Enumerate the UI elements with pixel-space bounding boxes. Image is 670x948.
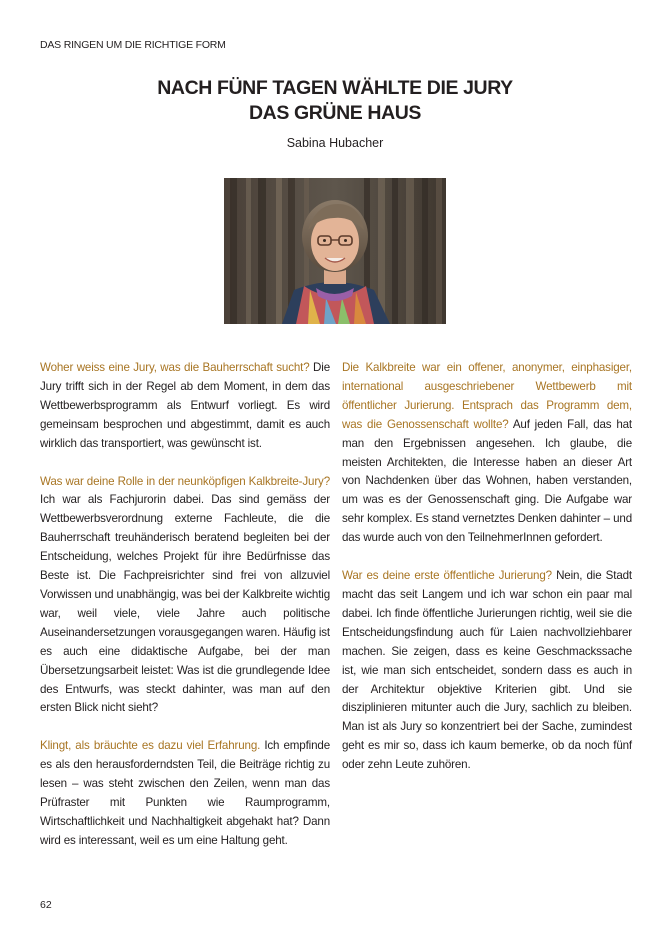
answer-text: Nein, die Stadt macht das seit Langem und ich war schon ein paar mal dabei. Ich finde öffentliche Jurierungen richtig, weil sie die Entscheidungsfindung auch für Laien nachvollziehbarer machen. Sie zeigen, dass es keine Geschmackssache ist, wie man sich entscheidet, sondern dass es auch in der Architektur objektive Kriterien gibt. Und sie disziplinieren mitunter auch die Jury, sachlich zu bleiben. Man ist als Jury so konzentriert bei der Sache, zumindest geht es mir so, dass ich kaum bemerke, ob da noch fünf oder zehn Leute zuhören. (342, 569, 632, 772)
qa-block (40, 359, 330, 454)
author-name: Sabina Hubacher (286, 136, 384, 150)
text-column-right (342, 359, 632, 794)
running-head: DAS RINGEN UM DIE RICHTIGE FORM (40, 39, 226, 51)
article-title (0, 76, 670, 126)
title-line-1: NACH FÜNF TAGEN WÄHLTE DIE JURY (157, 77, 513, 99)
answer-text: Die Jury trifft sich in der Regel ab dem Moment, in dem das Wettbewerbsprogramm als Entwurf vorliegt. Es wird gemeinsam besprochen und abgestimmt, damit es auch wirklich das transportiert, was gewünscht ist. (40, 361, 330, 450)
question-text: Was war deine Rolle in der neunköpfigen Kalkbreite-Jury? (40, 474, 330, 488)
qa-block (40, 737, 330, 850)
text-column-left (40, 359, 330, 870)
qa-block (342, 567, 632, 775)
question-text: Klingt, als bräuchte es dazu viel Erfahrung. (40, 739, 261, 753)
qa-block (342, 359, 632, 548)
answer-text: Ich empfinde es als den herausforderndsten Teil, die Beiträge richtig zu lesen – was steht zwischen den Zeilen, wenn man das Prüfraster mit Punkten wie Raumprogramm, Wirtschaftlichkeit und Nachhaltigkeit abgehakt hat? Dann wird es interessant, weil es um eine Haltung geht. (40, 739, 330, 847)
qa-block (40, 473, 330, 719)
page-number: 62 (40, 899, 52, 911)
title-line-2: DAS GRÜNE HAUS (248, 102, 422, 124)
question-text: Woher weiss eine Jury, was die Bauherrschaft sucht? (40, 361, 310, 374)
portrait-photo-icon (224, 178, 446, 324)
question-text: War es deine erste öffentliche Jurierung? (342, 569, 552, 583)
answer-text: Ich war als Fachjurorin dabei. Das sind gemäss der Wettbewerbsverordnung externe Fachleute, die die Bauherrschaft treuhänderisch beratend begleiten bei der Entscheidung, welches Projekt für ihre Bedürfnisse das Beste ist. Die Fachpreisrichter sind frei von allzuviel Vorwissen und unabhängig, was bei der Kalkbreite wichtig war, weil viele, viele Jahre auch politische Auseinandersetzungen vorausgegangen waren. Häufig ist es auch eine didaktische Aufgabe, bei der man Übersetzungsarbeit leistet: Was ist die grundlegende Idee des Entwurfs, was steckt dahinter, was man auf den ersten Blick nicht sieht? (40, 493, 330, 715)
question-text: Die Kalkbreite war ein offener, anonymer, einphasiger, international ausgeschriebener Wettbewerb mit öffentlicher Jurierung. Entsprach das Programm dem, was die Genossenschaft wollte? (342, 361, 632, 431)
answer-text: Auf jeden Fall, das hat man den Ergebnissen angesehen. Ich glaube, die meisten Architekten, die Interesse haben an dieser Art von Nachdenken über das Wohnen, haben verstanden, um was es der Genossenschaft ging. Die Aufgabe war sehr komplex. Es stand vernetztes Denken dahinter – und das wurde auch von den TeilnehmerInnen gefordert. (342, 417, 633, 545)
